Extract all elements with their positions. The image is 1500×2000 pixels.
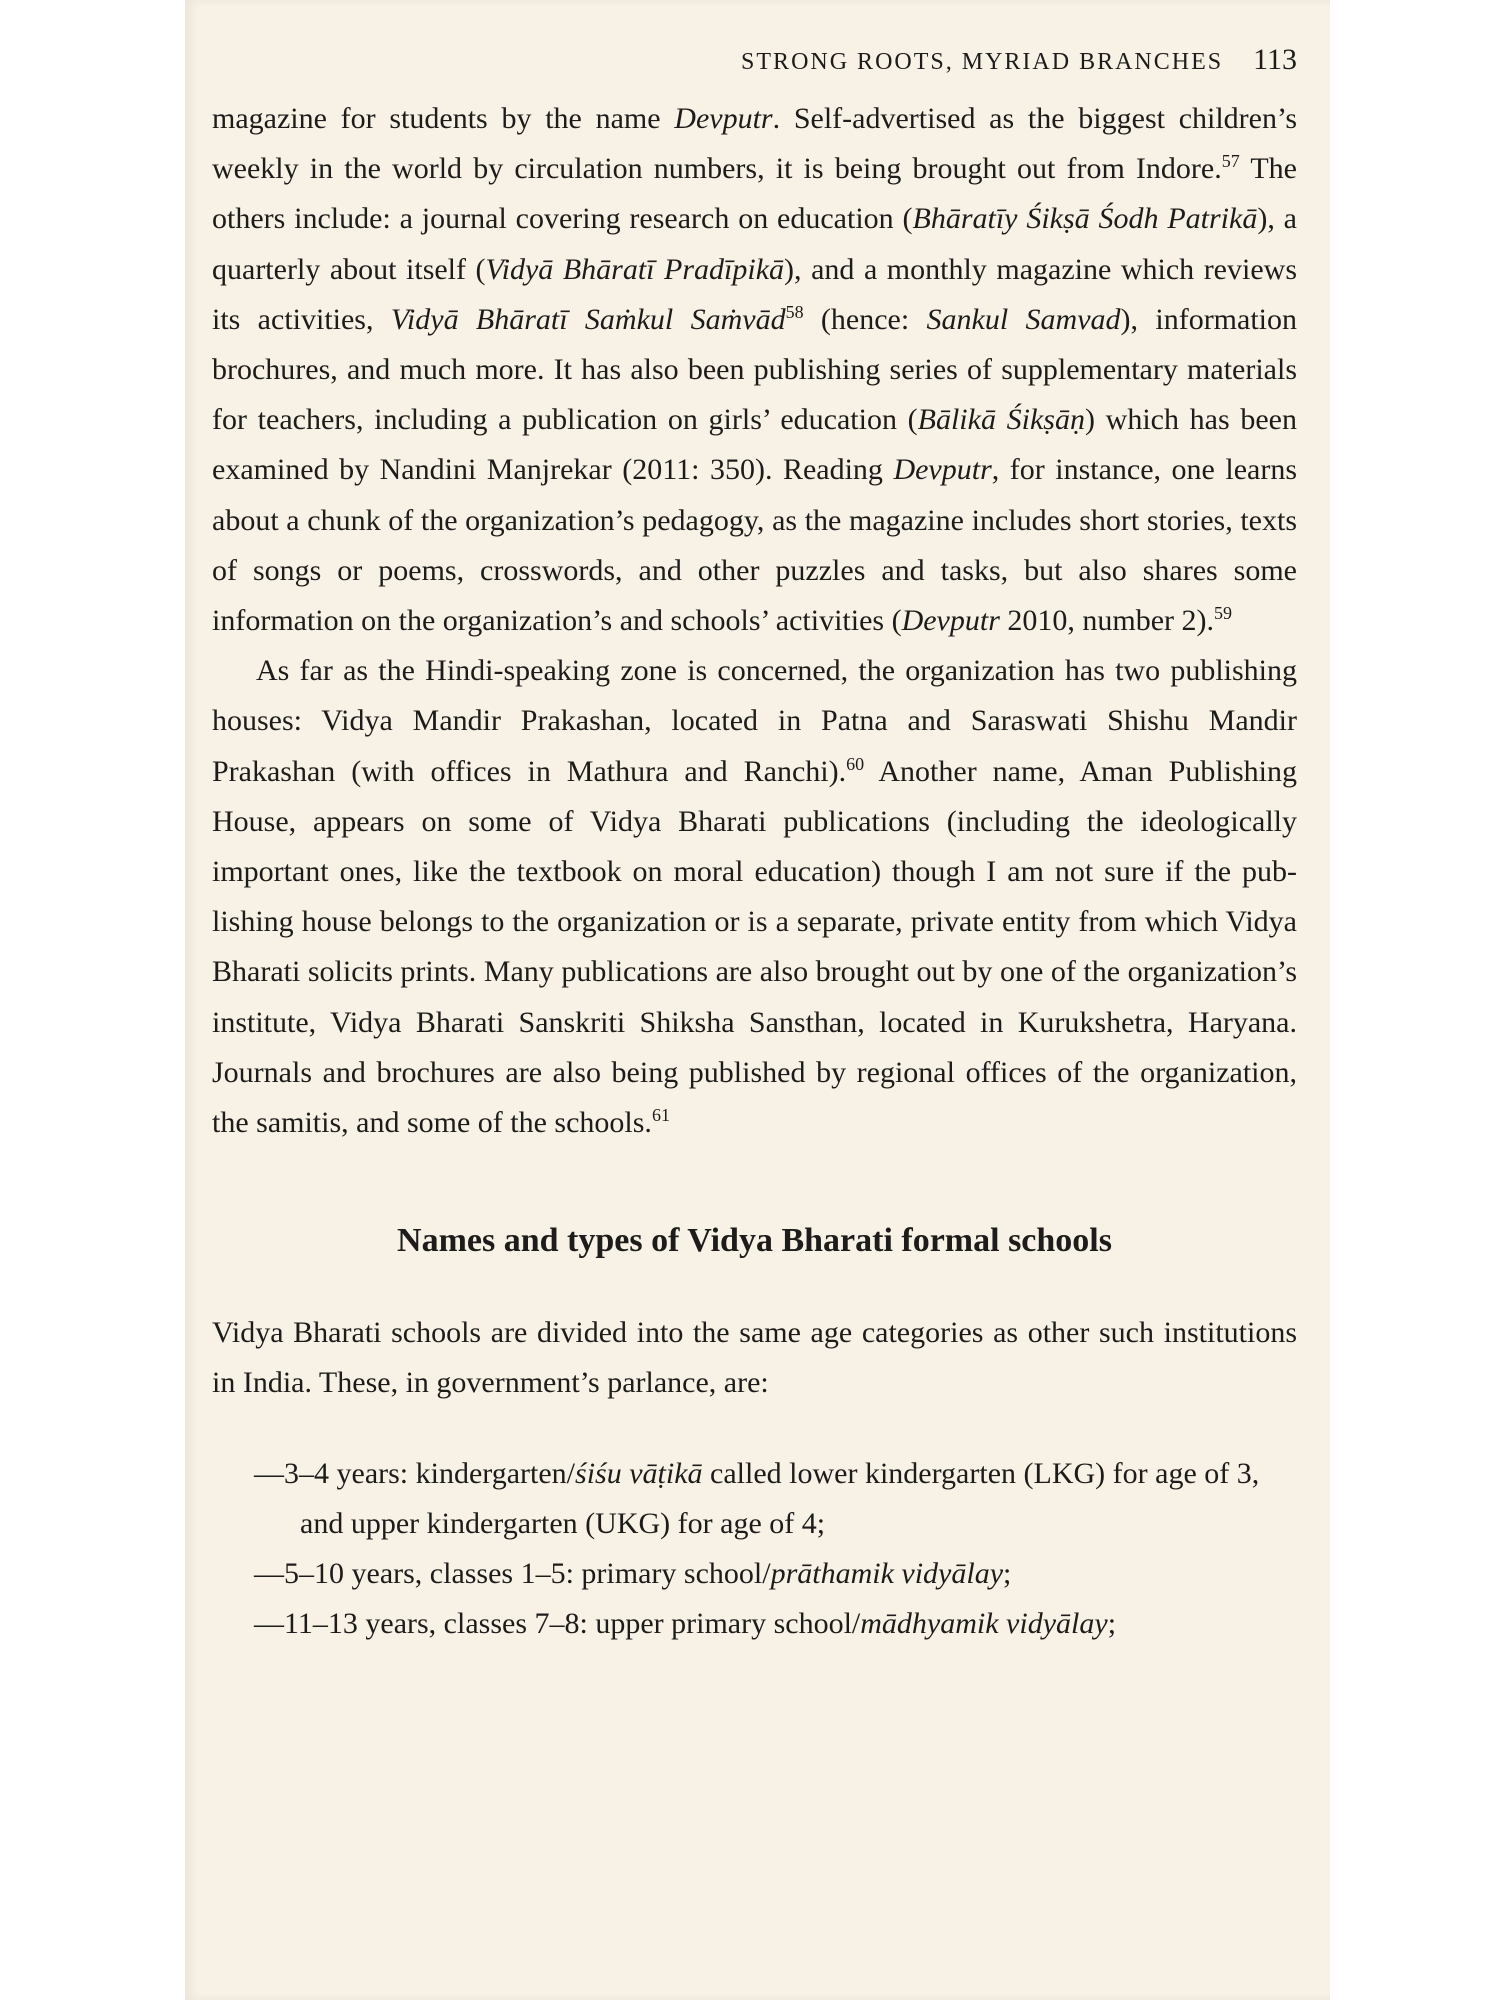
running-title: STRONG ROOTS, MYRIAD BRANCHES [741,49,1224,75]
list-item: —3–4 years: kindergarten/śiśu vāṭikā called lower kindergarten (LKG) for age of 3, and upper kindergarten (UKG) for age of 4; [254,1456,1260,1540]
footnote-ref: 58 [785,301,804,322]
paragraph-age-categories: Vidya Bharati schools are divided into the same age categories as other such institutions in India. These, in government’s parlance, are: [212,1316,1297,1400]
italic-title: Bālikā Śikṣāṇ [917,403,1085,437]
running-header [212,30,1297,90]
paragraph-publishing-houses: As far as the Hindi-speaking zone is concerned, the organization has two publishing houses: Vidya Mandir Prakashan, located in Patna and Saraswati Shishu Mandir Prakashan (with offices in Mathura and Ranchi).$^{60}$ Another name, Aman Publishing House, appears on some of Vidya Bharati publications (including the ideologically important ones, like the textbook on moral education) though I am not sure if the publishing house belongs to the organization or is a separate, private entity from which Vidya Bharati solicits prints. Many publications are also brought out by one of the organization’s institute, Vidya Bharati Sanskriti Shiksha Sansthan, located in Kurukshetra, Haryana. Journals and brochures are also being published by regional offices of the organization, the samitis, and some of the schools.$^{61}$ [212,654,1297,1140]
italic-title: Bhāratīy Śikṣā Śodh Patrikā [912,202,1258,236]
section-heading: Names and types of Vidya Bharati formal schools [397,1222,1112,1260]
list-item: —11–13 years, classes 7–8: upper primary school/mādhyamik vidyālay; [254,1606,1117,1640]
list-item: —5–10 years, classes 1–5: primary school/prāthamik vidyālay; [254,1556,1012,1590]
paragraph-publications: magazine for students by the name Devputr. Self-advertised as the biggest children’s weekly in the world by circulation numbers, it is being brought out from Indore.$^{57}$ The others include: a journal covering research on education (Bhāratīy Śikṣā Śodh Patrikā), a quarterly about itself (Vidyā Bhāratī Pradīpikā), and a monthly magazine which reviews its activities, Vidyā Bhāratī Saṁkul Saṁvād$^{58}$ (hence: Sankul Samvad), information brochures, and much more. It has also been publishing series of supplementary materials for teachers, including a publication on girls’ education (Bālikā Śikṣāṇ) which has been examined by Nandini Manjrekar (2011: 350). Reading Devputr, for instance, one learns about a chunk of the organization’s pedagogy, as the magazine includes short stories, texts of songs or poems, crosswords, and other puzzles and tasks, but also shares some information on the organization’s and schools’ activities (Devputr 2010, number 2).$^{59}$ [212,102,1298,638]
footnote-ref: 57 [1221,151,1240,172]
age-category-list [212,1449,1297,1649]
footnote-ref: 61 [651,1105,670,1126]
italic-title: Sankul Samvad [926,302,1121,336]
page-number: 113 [1253,43,1297,76]
italic-title: Vidyā Bhāratī Saṁkul Saṁvād [390,302,786,336]
italic-title: Vidyā Bhāratī Pradīpikā [485,252,785,286]
footnote-ref: 59 [1214,603,1233,624]
page-content [212,30,1297,1649]
italic-title: Devputr [901,604,1000,638]
italic-title: Devputr [893,453,992,487]
italic-title: Devputr [674,102,773,135]
footnote-ref: 60 [846,753,865,774]
